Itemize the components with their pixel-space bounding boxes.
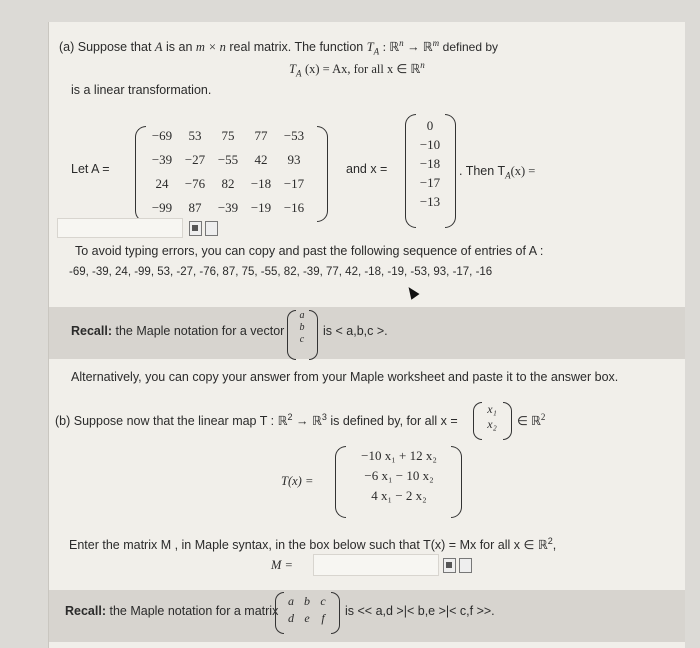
matrix-A-cell: −69 [151, 128, 173, 143]
matrix-A-cell: −53 [283, 128, 305, 143]
vector-x [415, 118, 445, 210]
recall-matrix-notation: is << a,d >|< b,e >|< c,f >>. [345, 604, 495, 618]
matrix-A-cell: 75 [221, 128, 235, 143]
definition-line: $T_A$ (x) = Ax, for all x ∈ ℝ$^n$ [289, 60, 425, 79]
vector-x-cell: −10 [419, 137, 441, 152]
recall-matrix-text: Recall: the Maple notation for a matrix [65, 604, 279, 618]
recall-vector-notation: is < a,b,c >. [323, 324, 388, 338]
vector-x-right-paren [445, 114, 456, 228]
T-vector-right-paren [451, 446, 462, 518]
recall-matrix-cell: d [288, 611, 294, 625]
let-A-label: Let A = [71, 162, 110, 176]
recall-vector [295, 310, 309, 345]
recall-matrix [283, 594, 331, 626]
preview-icon[interactable] [189, 221, 202, 236]
matrix-A-cell: −16 [283, 200, 305, 215]
answer-input-a[interactable] [57, 218, 183, 238]
T-vector-cell: 4 x₁ − 2 x₂ [371, 488, 427, 503]
matrix-A-cell: −17 [283, 176, 305, 191]
copy-note: To avoid typing errors, you can copy and past the following sequence of entries of A : [75, 244, 544, 258]
recall-matrix-cell: f [321, 611, 325, 625]
recall-vector-right-paren [309, 310, 318, 360]
part-a-statement: (a) Suppose that A is an m × n real matrix. The function $T_A$ : ℝ$^n$ → ℝ$^m$ defined by [59, 38, 499, 57]
mouse-cursor-icon [404, 284, 419, 300]
T-vector-cell: −6 x₁ − 10 x₂ [364, 468, 434, 483]
matrix-A-cell: 82 [221, 176, 235, 191]
matrix-A-cell: −55 [217, 152, 239, 167]
recall-matrix-cell: e [304, 611, 310, 625]
recall-matrix-cell: a [288, 594, 294, 608]
T-vector [347, 448, 451, 504]
help-icon-b[interactable] [459, 558, 472, 573]
enter-matrix-text: Enter the matrix M , in Maple syntax, in the box below such that T(x) = Mx for all x ∈ ℝ$^2$, [69, 536, 557, 553]
matrix-A-cell: −18 [250, 176, 272, 191]
entries-sequence: -69, -39, 24, -99, 53, -27, -76, 87, 75, -55, 82, -39, 77, 42, -18, -19, -53, 93, -17, -16 [69, 266, 493, 278]
x-vector-right-paren [503, 402, 512, 440]
preview-icon-b[interactable] [443, 558, 456, 573]
part-b-statement: (b) Suppose now that the linear map T : ℝ$^2$ → ℝ$^3$ is defined by, for all x = [55, 412, 458, 429]
matrix-A-cell: 42 [254, 152, 268, 167]
matrix-A-cell: −39 [151, 152, 173, 167]
matrix-A-cell: 77 [254, 128, 268, 143]
matrix-A-cell: −76 [184, 176, 206, 191]
matrix-A [145, 128, 311, 216]
matrix-A-cell: −39 [217, 200, 239, 215]
recall-matrix-cell: b [304, 594, 310, 608]
matrix-A-cell: −99 [151, 200, 173, 215]
recall-matrix-right-paren [331, 592, 340, 634]
matrix-A-right-paren [317, 126, 328, 222]
matrix-A-cell: 93 [287, 152, 301, 167]
in-r2-text: ∈ ℝ$^2$ [517, 412, 546, 429]
then-text: . Then $T_A(x)$ = [459, 164, 536, 181]
matrix-A-cell: −19 [250, 200, 272, 215]
recall-matrix-cell: c [320, 594, 326, 608]
M-label: M = [271, 558, 293, 572]
matrix-A-cell: 24 [155, 176, 169, 191]
vector-x-cell: −17 [419, 175, 441, 190]
x-vector-b [481, 402, 503, 432]
help-icon[interactable] [205, 221, 218, 236]
recall-vector-text: Recall: the Maple notation for a vector [71, 324, 285, 338]
T-vector-cell: −10 x₁ + 12 x₂ [361, 448, 437, 463]
T-label: T(x) = [281, 474, 314, 488]
T-vector-left-paren [335, 446, 346, 518]
answer-input-M[interactable] [313, 554, 439, 576]
problem-page [48, 22, 685, 648]
matrix-A-cell: 87 [188, 200, 202, 215]
vector-x-cell: −18 [419, 156, 441, 171]
matrix-A-cell: 53 [188, 128, 202, 143]
linear-transformation-text: is a linear transformation. [71, 83, 212, 97]
x-vector-b-cell: x₂ [487, 417, 497, 431]
recall-vector-cell: b [299, 322, 305, 333]
vector-x-cell: 0 [426, 118, 434, 133]
matrix-A-cell: −27 [184, 152, 206, 167]
x-vector-b-cell: x₁ [487, 402, 497, 416]
recall-vector-cell: c [299, 334, 305, 345]
alternative-note: Alternatively, you can copy your answer from your Maple worksheet and paste it to the answer box. [71, 370, 619, 384]
vector-x-cell: −13 [419, 194, 441, 209]
recall-vector-cell: a [299, 310, 305, 321]
and-x-label: and x = [346, 162, 388, 176]
